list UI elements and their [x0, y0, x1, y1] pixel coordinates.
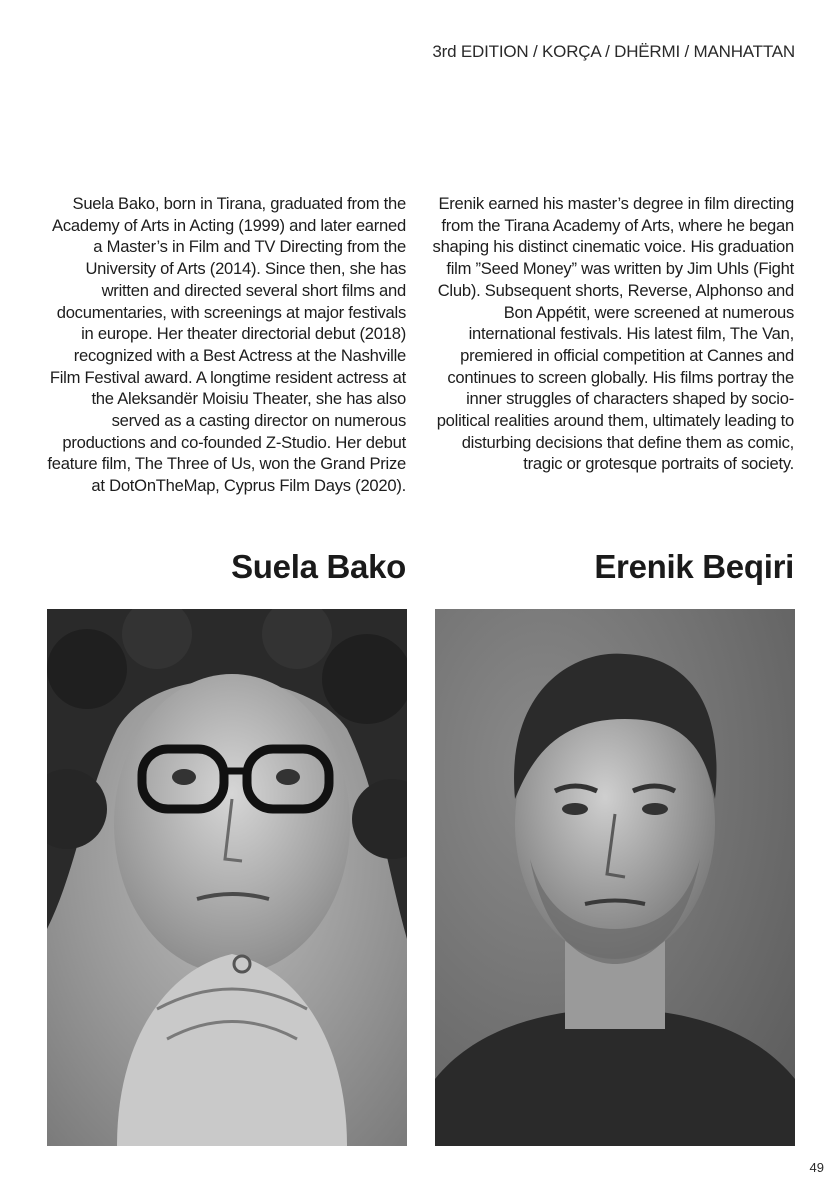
page-number: 49 — [809, 1160, 824, 1175]
portrait-photo-suela-bako — [47, 609, 407, 1146]
person-name: Suela Bako — [231, 548, 406, 585]
person-name: Erenik Beqiri — [594, 548, 794, 585]
portrait-photo-erenik-beqiri — [435, 609, 795, 1146]
portrait-image — [47, 609, 407, 1146]
bio-text: Erenik earned his master’s degree in film directing from the Tirana Academy of Arts, where he began shaping his distinct cinematic voice. His graduation film ”Seed Money” was written by Jim Uhls (Fight Club). Subsequent shorts, Reverse, Alphonso and Bon Appétit, were screened at numerous international festivals. His latest film, The Van, premiered in official competition at Cannes and continues to screen globally. His films portray the inner struggles of characters shaped by socio-political realities around them, ultimately leading to disturbing decisions that define them as comic, tragic or grotesque portraits of society. — [432, 194, 794, 474]
edition-header: 3rd EDITION / KORÇA / DHËRMI / MANHATTAN — [432, 42, 795, 61]
portrait-image — [435, 609, 795, 1146]
bio-column-suela-bako — [44, 193, 406, 497]
bio-text: Suela Bako, born in Tirana, graduated from the Academy of Arts in Acting (1999) and later earned a Master’s in Film and TV Directing from the University of Arts (2014). Since then, she has written and directed several short films and documentaries, with screenings at major festivals in europe. Her theater directorial debut (2018) recognized with a Best Actress at the Nashville Film Festival award. A longtime resident actress at the Aleksandër Moisiu Theater, she has also served as a casting director on numerous productions and co-founded Z-Studio. Her debut feature film, The Three of Us, won the Grand Prize at DotOnTheMap, Cyprus Film Days (2020). — [47, 194, 406, 496]
bio-column-erenik-beqiri — [432, 193, 794, 475]
